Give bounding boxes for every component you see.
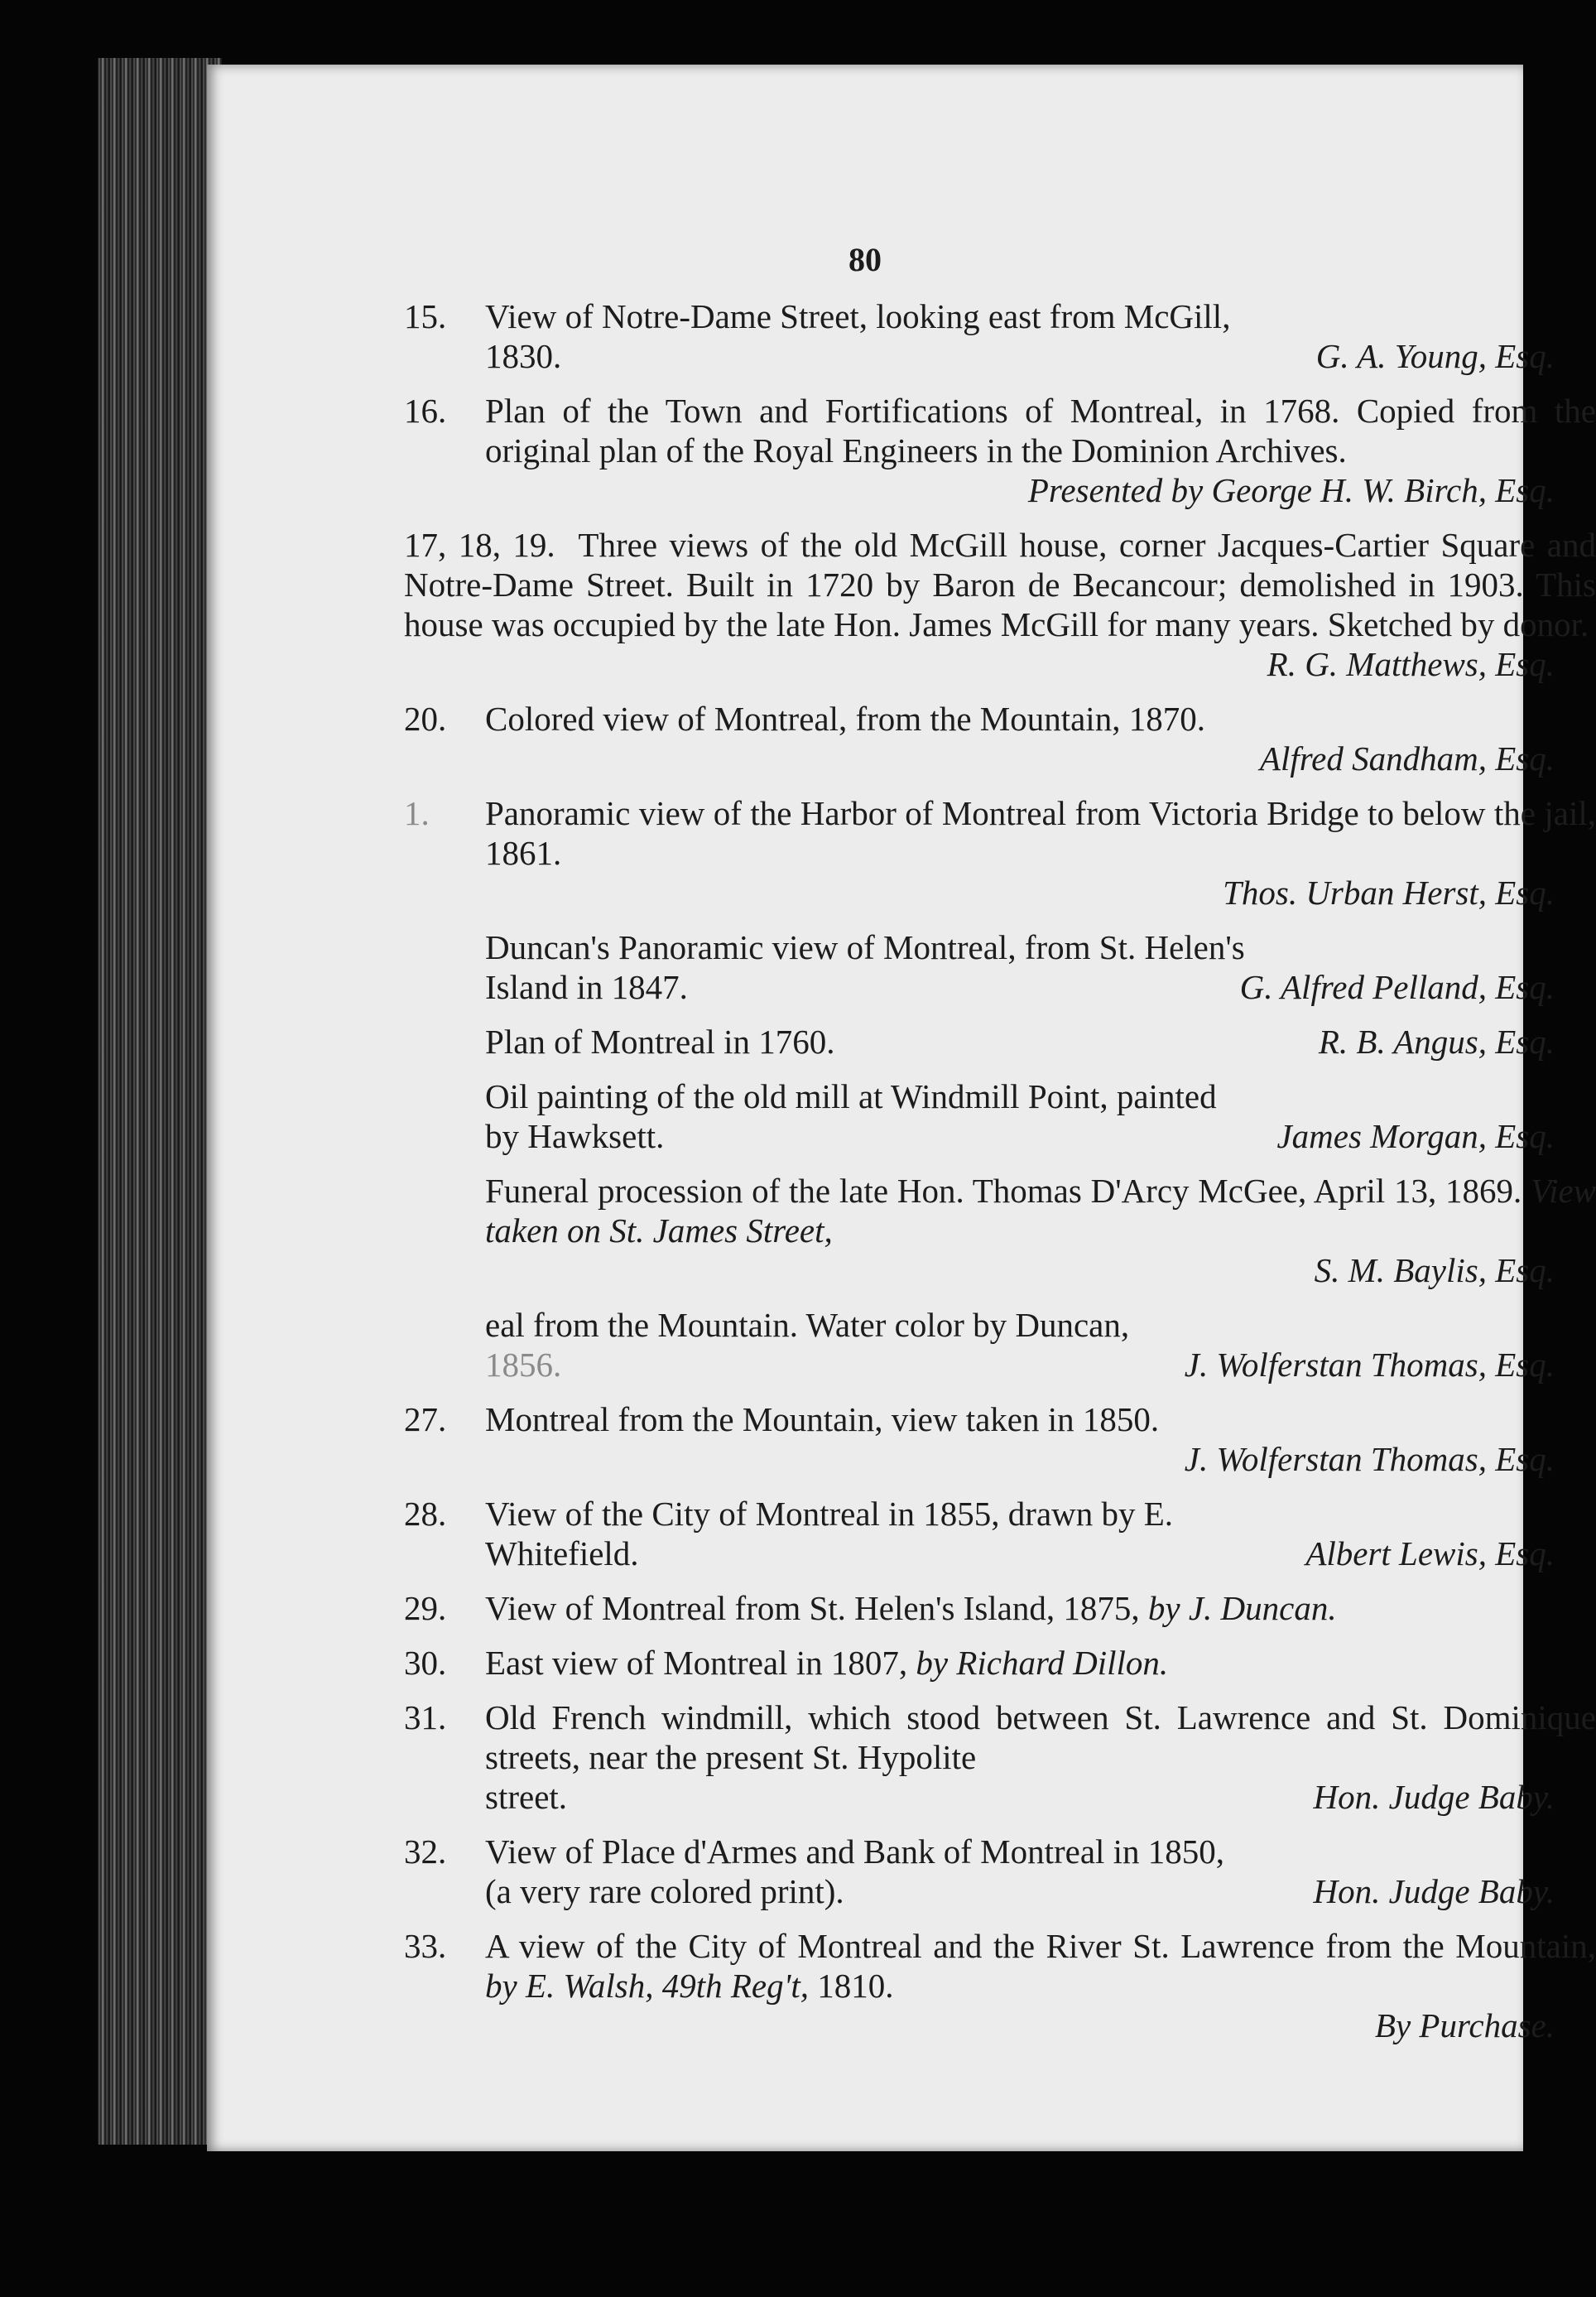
entry-credit: G. Alfred Pelland, Esq. xyxy=(1239,968,1555,1006)
entry-credit: Alfred Sandham, Esq. xyxy=(1259,739,1555,778)
entry-credit: Presented by George H. W. Birch, Esq. xyxy=(1027,471,1555,509)
entry-credit: R. B. Angus, Esq. xyxy=(1318,1023,1555,1061)
catalog-entries xyxy=(404,296,1596,2060)
entry-text: View of Montreal from St. Helen's Island, 1875, xyxy=(485,1589,1140,1627)
catalog-entry xyxy=(404,1022,1596,1062)
entry-text-continued: (a very rare colored print). xyxy=(485,1872,844,1910)
entry-text: View of Place d'Armes and Bank of Montreal in 1850, xyxy=(485,1832,1225,1871)
catalog-entry xyxy=(404,1697,1596,1817)
entry-credit: By Purchase. xyxy=(1374,2006,1555,2044)
entry-text-continued: Whitefield. xyxy=(485,1534,639,1572)
book-spine-binding xyxy=(98,58,222,2145)
catalog-entry xyxy=(404,1171,1596,1290)
entry-number: 15. xyxy=(404,297,447,335)
catalog-entry xyxy=(404,1588,1596,1628)
entry-text: East view of Montreal in 1807, xyxy=(485,1644,908,1682)
entry-number: 1. xyxy=(404,794,430,832)
catalog-entry xyxy=(404,1076,1596,1156)
entry-credit: J. Wolferstan Thomas, Esq. xyxy=(1184,1346,1555,1384)
entry-number: 31. xyxy=(404,1698,447,1736)
entry-text: eal from the Mountain. Water color by Duncan, xyxy=(485,1306,1130,1344)
entry-text-italic: by J. Duncan. xyxy=(1147,1589,1337,1627)
entry-text-continued: Island in 1847. xyxy=(485,968,688,1006)
entry-credit: Hon. Judge Baby. xyxy=(1313,1778,1555,1816)
entry-credit: S. M. Baylis, Esq. xyxy=(1314,1251,1555,1289)
entry-number: 27. xyxy=(404,1400,447,1438)
entry-text: A view of the City of Montreal and the River St. Lawrence from the Mountain, xyxy=(485,1927,1596,1965)
entry-number: 20. xyxy=(404,700,447,738)
catalog-entry xyxy=(404,391,1596,510)
entry-text: Montreal from the Mountain, view taken in 1850. xyxy=(485,1400,1160,1438)
entry-text: Panoramic view of the Harbor of Montreal from Victoria Bridge to below the jail, 1861. xyxy=(485,794,1596,872)
catalog-entry xyxy=(404,1494,1596,1573)
catalog-entry xyxy=(404,699,1596,778)
entry-text: Three views of the old McGill house, corner Jacques-Cartier Square and Notre-Dame Street. Built in 1720 by Baron de Becancour; demolished in 1903. This house was occupied by the late Hon. James McGill for many years. Sketched by donor. xyxy=(404,526,1596,643)
entry-text: View of the City of Montreal in 1855, drawn by E. xyxy=(485,1495,1174,1533)
entry-text-italic: by Richard Dillon. xyxy=(916,1644,1169,1682)
catalog-entry xyxy=(404,1399,1596,1479)
page-number: 80 xyxy=(848,241,882,278)
entry-credit: R. G. Matthews, Esq. xyxy=(1267,645,1555,683)
entry-text: Duncan's Panoramic view of Montreal, from St. Helen's xyxy=(485,928,1245,966)
entry-number: 32. xyxy=(404,1832,447,1871)
entry-text-continued: 1830. xyxy=(485,337,562,375)
entry-number: 29. xyxy=(404,1589,447,1627)
entry-text: Plan of Montreal in 1760. xyxy=(485,1023,835,1061)
entry-text-italic: View taken on St. James Street, xyxy=(485,1172,1596,1250)
catalog-entry xyxy=(404,1926,1596,2045)
entry-text: Oil painting of the old mill at Windmill Point, painted xyxy=(485,1077,1217,1115)
entry-credit: Albert Lewis, Esq. xyxy=(1305,1534,1555,1572)
entry-text: Funeral procession of the late Hon. Thomas D'Arcy McGee, April 13, 1869. xyxy=(485,1172,1522,1210)
entry-text: View of Notre-Dame Street, looking east from McGill, xyxy=(485,297,1231,335)
entry-text-tail: 1810. xyxy=(817,1967,894,2005)
entry-text: Plan of the Town and Fortifications of Montreal, in 1768. Copied from the original plan of the Royal Engineers in the Dominion Archives. xyxy=(485,392,1596,470)
catalog-entry xyxy=(404,1832,1596,1911)
entry-text-continued: by Hawksett. xyxy=(485,1117,665,1155)
catalog-entry xyxy=(404,525,1596,684)
entry-number: 33. xyxy=(404,1927,447,1965)
entry-credit: J. Wolferstan Thomas, Esq. xyxy=(1184,1440,1555,1478)
book-page xyxy=(207,65,1596,2151)
catalog-entry xyxy=(404,927,1596,1007)
entry-number: 16. xyxy=(404,392,447,430)
entry-credit: Hon. Judge Baby. xyxy=(1313,1872,1555,1910)
entry-credit: Thos. Urban Herst, Esq. xyxy=(1223,874,1555,912)
entry-text: Old French windmill, which stood between St. Lawrence and St. Dominique streets, near the present St. Hypolite xyxy=(485,1698,1596,1776)
catalog-entry xyxy=(404,1643,1596,1683)
entry-text-continued: 1856. xyxy=(485,1346,562,1384)
catalog-entry xyxy=(404,296,1596,376)
entry-credit: G. A. Young, Esq. xyxy=(1315,337,1555,375)
entry-credit: James Morgan, Esq. xyxy=(1276,1117,1555,1155)
entry-text-continued: street. xyxy=(485,1778,568,1816)
entry-number: 30. xyxy=(404,1644,447,1682)
catalog-entry xyxy=(404,793,1596,913)
entry-number: 17, 18, 19. xyxy=(404,526,555,564)
entry-text: Colored view of Montreal, from the Mountain, 1870. xyxy=(485,700,1205,738)
entry-number: 28. xyxy=(404,1495,447,1533)
entry-text-italic: by E. Walsh, 49th Reg't, xyxy=(485,1967,810,2005)
catalog-entry xyxy=(404,1305,1596,1384)
